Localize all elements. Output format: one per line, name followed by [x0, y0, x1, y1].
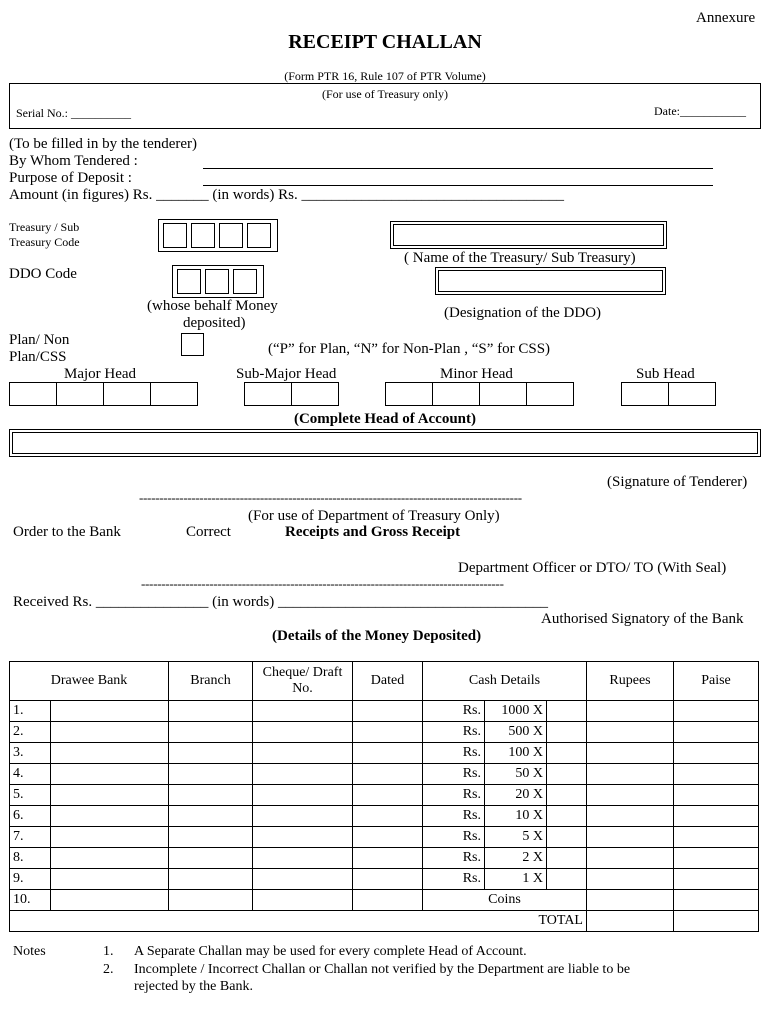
- col-drawee-bank: Drawee Bank: [10, 662, 169, 701]
- whose-behalf-caption-1: (whose behalf Money: [147, 298, 278, 314]
- paise-cell[interactable]: [674, 743, 759, 764]
- treasury-code-digit[interactable]: [191, 223, 215, 248]
- tenderer-note: (To be filled in by the tenderer): [9, 136, 198, 152]
- complete-head-field[interactable]: [9, 429, 761, 457]
- cash-rs-label: Rs.: [423, 764, 485, 785]
- dated-cell[interactable]: [353, 764, 423, 785]
- paise-cell[interactable]: [674, 869, 759, 890]
- table-row: [10, 890, 759, 911]
- branch-cell[interactable]: [169, 743, 253, 764]
- table-row: [10, 764, 759, 785]
- table-row: [10, 722, 759, 743]
- cheque-no-cell[interactable]: [253, 890, 353, 911]
- ddo-code-digit[interactable]: [233, 269, 257, 294]
- row-number: 8.: [10, 848, 51, 869]
- rupees-cell[interactable]: [587, 722, 674, 743]
- branch-cell[interactable]: [169, 890, 253, 911]
- drawee-bank-cell[interactable]: [51, 848, 169, 869]
- separator-dashes: ------------------------------------------------------------------------------------------: [141, 576, 504, 591]
- complete-head-caption: (Complete Head of Account): [293, 411, 477, 427]
- note-number: 2.: [103, 962, 114, 977]
- dated-cell[interactable]: [353, 890, 423, 911]
- cash-rs-label: Rs.: [423, 785, 485, 806]
- drawee-bank-cell[interactable]: [51, 764, 169, 785]
- cash-count-cell[interactable]: [547, 743, 587, 764]
- branch-cell[interactable]: [169, 806, 253, 827]
- drawee-bank-cell[interactable]: [51, 806, 169, 827]
- form-reference: (Form PTR 16, Rule 107 of PTR Volume): [284, 69, 486, 83]
- cash-rs-label: Rs.: [423, 743, 485, 764]
- cash-rs-label: Rs.: [423, 806, 485, 827]
- treasury-name-field[interactable]: [390, 221, 667, 249]
- cheque-no-cell[interactable]: [253, 743, 353, 764]
- paise-cell[interactable]: [674, 764, 759, 785]
- branch-cell[interactable]: [169, 827, 253, 848]
- drawee-bank-cell[interactable]: [51, 722, 169, 743]
- denomination: 10 X: [485, 806, 547, 827]
- row-number: 3.: [10, 743, 51, 764]
- treasury-code-digit[interactable]: [163, 223, 187, 248]
- denomination: 50 X: [485, 764, 547, 785]
- row-number: 6.: [10, 806, 51, 827]
- col-branch: Branch: [169, 662, 253, 701]
- cheque-no-cell[interactable]: [253, 701, 353, 722]
- table-row: [10, 743, 759, 764]
- cash-count-cell[interactable]: [547, 764, 587, 785]
- by-whom-input-line[interactable]: [203, 168, 713, 169]
- dated-cell[interactable]: [353, 785, 423, 806]
- major-head-digit[interactable]: [150, 382, 198, 406]
- denomination: 2 X: [485, 848, 547, 869]
- purpose-input-line[interactable]: [203, 185, 713, 186]
- cash-rs-label: Rs.: [423, 722, 485, 743]
- cash-count-cell[interactable]: [547, 848, 587, 869]
- col-cheque-draft-no: Cheque/ Draft No.: [253, 662, 353, 701]
- cheque-no-cell[interactable]: [253, 764, 353, 785]
- plan-label-1: Plan/ Non: [9, 332, 70, 348]
- rupees-cell[interactable]: [587, 827, 674, 848]
- paise-cell[interactable]: [674, 701, 759, 722]
- ddo-code-label: DDO Code: [9, 266, 77, 282]
- sub-major-head-digit[interactable]: [244, 382, 292, 406]
- cheque-no-cell[interactable]: [253, 785, 353, 806]
- drawee-bank-cell[interactable]: [51, 701, 169, 722]
- page-title: RECEIPT CHALLAN: [288, 31, 482, 53]
- rupees-cell[interactable]: [587, 890, 674, 911]
- by-whom-label: By Whom Tendered :: [9, 153, 138, 169]
- col-cash-details: Cash Details: [423, 662, 587, 701]
- drawee-bank-cell[interactable]: [51, 785, 169, 806]
- table-row: [10, 827, 759, 848]
- dated-cell[interactable]: [353, 869, 423, 890]
- denomination: 20 X: [485, 785, 547, 806]
- notes-label: Notes: [13, 944, 46, 959]
- denomination: 100 X: [485, 743, 547, 764]
- paise-cell[interactable]: [674, 827, 759, 848]
- dated-cell[interactable]: [353, 806, 423, 827]
- total-paise-cell[interactable]: [674, 911, 759, 932]
- whose-behalf-caption-2: deposited): [183, 315, 246, 331]
- authorised-signatory-caption: Authorised Signatory of the Bank: [541, 611, 744, 627]
- rupees-cell[interactable]: [587, 764, 674, 785]
- row-number: 10.: [10, 890, 51, 911]
- branch-cell[interactable]: [169, 764, 253, 785]
- ddo-designation-field[interactable]: [435, 267, 666, 295]
- ddo-code-digit[interactable]: [205, 269, 229, 294]
- denomination: 500 X: [485, 722, 547, 743]
- cash-rs-label: Rs.: [423, 827, 485, 848]
- rupees-cell[interactable]: [587, 806, 674, 827]
- ddo-designation-caption: (Designation of the DDO): [444, 305, 602, 321]
- treasury-code-digit[interactable]: [247, 223, 271, 248]
- drawee-bank-cell[interactable]: [51, 827, 169, 848]
- cash-count-cell[interactable]: [547, 722, 587, 743]
- rupees-cell[interactable]: [587, 848, 674, 869]
- denomination: 1 X: [485, 869, 547, 890]
- treasury-code-label-1: Treasury / Sub: [9, 220, 80, 234]
- minor-head-digit[interactable]: [479, 382, 527, 406]
- receipts-gross-label: Receipts and Gross Receipt: [285, 524, 461, 540]
- treasury-code-label-2: Treasury Code: [9, 235, 80, 249]
- purpose-label: Purpose of Deposit :: [9, 170, 132, 186]
- row-number: 9.: [10, 869, 51, 890]
- major-head-digit[interactable]: [103, 382, 151, 406]
- treasury-code-digit[interactable]: [219, 223, 243, 248]
- table-header-row: [10, 662, 759, 701]
- ddo-code-digit[interactable]: [177, 269, 201, 294]
- dated-cell[interactable]: [353, 722, 423, 743]
- major-head-digit[interactable]: [56, 382, 104, 406]
- drawee-bank-cell[interactable]: [51, 743, 169, 764]
- department-use-note: (For use of Department of Treasury Only): [248, 508, 500, 524]
- paise-cell[interactable]: [674, 890, 759, 911]
- date-field[interactable]: Date:___________: [654, 104, 746, 118]
- paise-cell[interactable]: [674, 785, 759, 806]
- cash-rs-label: Rs.: [423, 869, 485, 890]
- col-dated: Dated: [353, 662, 423, 701]
- money-deposited-table: [9, 661, 759, 932]
- minor-head-digit[interactable]: [526, 382, 574, 406]
- branch-cell[interactable]: [169, 701, 253, 722]
- tenderer-signature-caption: (Signature of Tenderer): [607, 474, 748, 490]
- cheque-no-cell[interactable]: [253, 869, 353, 890]
- plan-hint: (“P” for Plan, “N” for Non-Plan , “S” for CSS): [268, 341, 551, 357]
- cheque-no-cell[interactable]: [253, 827, 353, 848]
- drawee-bank-cell[interactable]: [51, 890, 169, 911]
- amount-line[interactable]: Amount (in figures) Rs. _______ (in words) Rs. ___________________________________: [9, 187, 564, 203]
- rupees-cell[interactable]: [587, 701, 674, 722]
- treasury-only-note: (For use of Treasury only): [322, 87, 448, 101]
- cash-count-cell[interactable]: [547, 806, 587, 827]
- cheque-no-cell[interactable]: [253, 722, 353, 743]
- ddo-code-boxes: [172, 265, 264, 298]
- table-row: [10, 701, 759, 722]
- paise-cell[interactable]: [674, 722, 759, 743]
- row-number: 5.: [10, 785, 51, 806]
- rupees-cell[interactable]: [587, 785, 674, 806]
- received-amount-line[interactable]: Received Rs. _______________ (in words) ____________________________________: [13, 594, 548, 610]
- cash-count-cell[interactable]: [547, 827, 587, 848]
- rupees-cell[interactable]: [587, 869, 674, 890]
- dated-cell[interactable]: [353, 827, 423, 848]
- col-rupees: Rupees: [587, 662, 674, 701]
- note-number: 1.: [103, 944, 114, 959]
- paise-cell[interactable]: [674, 806, 759, 827]
- major-head-digit[interactable]: [9, 382, 57, 406]
- row-number: 4.: [10, 764, 51, 785]
- table-row: [10, 869, 759, 890]
- annexure-label: Annexure: [696, 10, 756, 26]
- minor-head-digit[interactable]: [432, 382, 480, 406]
- minor-head-label: Minor Head: [440, 366, 513, 382]
- denomination: 5 X: [485, 827, 547, 848]
- cash-rs-label: Rs.: [423, 848, 485, 869]
- dated-cell[interactable]: [353, 701, 423, 722]
- treasury-box: [9, 83, 761, 129]
- note-1: A Separate Challan may be used for every complete Head of Account.: [134, 944, 527, 959]
- treasury-name-caption: ( Name of the Treasury/ Sub Treasury): [404, 250, 636, 266]
- row-number: 7.: [10, 827, 51, 848]
- plan-type-box[interactable]: [181, 333, 204, 356]
- table-row: [10, 806, 759, 827]
- col-paise: Paise: [674, 662, 759, 701]
- row-number: 1.: [10, 701, 51, 722]
- separator-dashes: -----------------------------------------------------------------------------------------------: [139, 490, 522, 505]
- table-row: [10, 848, 759, 869]
- total-rupees-cell[interactable]: [587, 911, 674, 932]
- cash-count-cell[interactable]: [547, 869, 587, 890]
- row-number: 2.: [10, 722, 51, 743]
- drawee-bank-cell[interactable]: [51, 869, 169, 890]
- cash-rs-label: Rs.: [423, 701, 485, 722]
- sub-major-head-label: Sub-Major Head: [236, 366, 337, 382]
- order-to-bank-label: Order to the Bank: [13, 524, 121, 540]
- sub-head-digit[interactable]: [621, 382, 669, 406]
- table-row: [10, 785, 759, 806]
- department-officer-caption: Department Officer or DTO/ TO (With Seal): [458, 560, 727, 576]
- rupees-cell[interactable]: [587, 743, 674, 764]
- details-title: (Details of the Money Deposited): [272, 628, 482, 644]
- branch-cell[interactable]: [169, 869, 253, 890]
- dated-cell[interactable]: [353, 743, 423, 764]
- cash-count-cell[interactable]: [547, 701, 587, 722]
- sub-major-head-digit[interactable]: [291, 382, 339, 406]
- correct-label: Correct: [186, 524, 231, 540]
- branch-cell[interactable]: [169, 785, 253, 806]
- plan-label-2: Plan/CSS: [9, 349, 67, 365]
- minor-head-digit[interactable]: [385, 382, 433, 406]
- serial-number-field[interactable]: Serial No.: __________: [16, 106, 131, 120]
- sub-head-digit[interactable]: [668, 382, 716, 406]
- cash-count-cell[interactable]: [547, 785, 587, 806]
- coins-cell: Coins: [423, 890, 587, 911]
- total-label: TOTAL: [10, 911, 587, 932]
- sub-head-label: Sub Head: [636, 366, 695, 382]
- paise-cell[interactable]: [674, 848, 759, 869]
- cheque-no-cell[interactable]: [253, 848, 353, 869]
- treasury-code-boxes: [158, 219, 278, 252]
- dated-cell[interactable]: [353, 848, 423, 869]
- branch-cell[interactable]: [169, 848, 253, 869]
- note-2-line-1: Incomplete / Incorrect Challan or Challan not verified by the Department are liable to be: [134, 962, 631, 977]
- total-row: [10, 911, 759, 932]
- cheque-no-cell[interactable]: [253, 806, 353, 827]
- major-head-label: Major Head: [64, 366, 137, 382]
- denomination: 1000 X: [485, 701, 547, 722]
- branch-cell[interactable]: [169, 722, 253, 743]
- note-2-line-2: rejected by the Bank.: [134, 979, 253, 994]
